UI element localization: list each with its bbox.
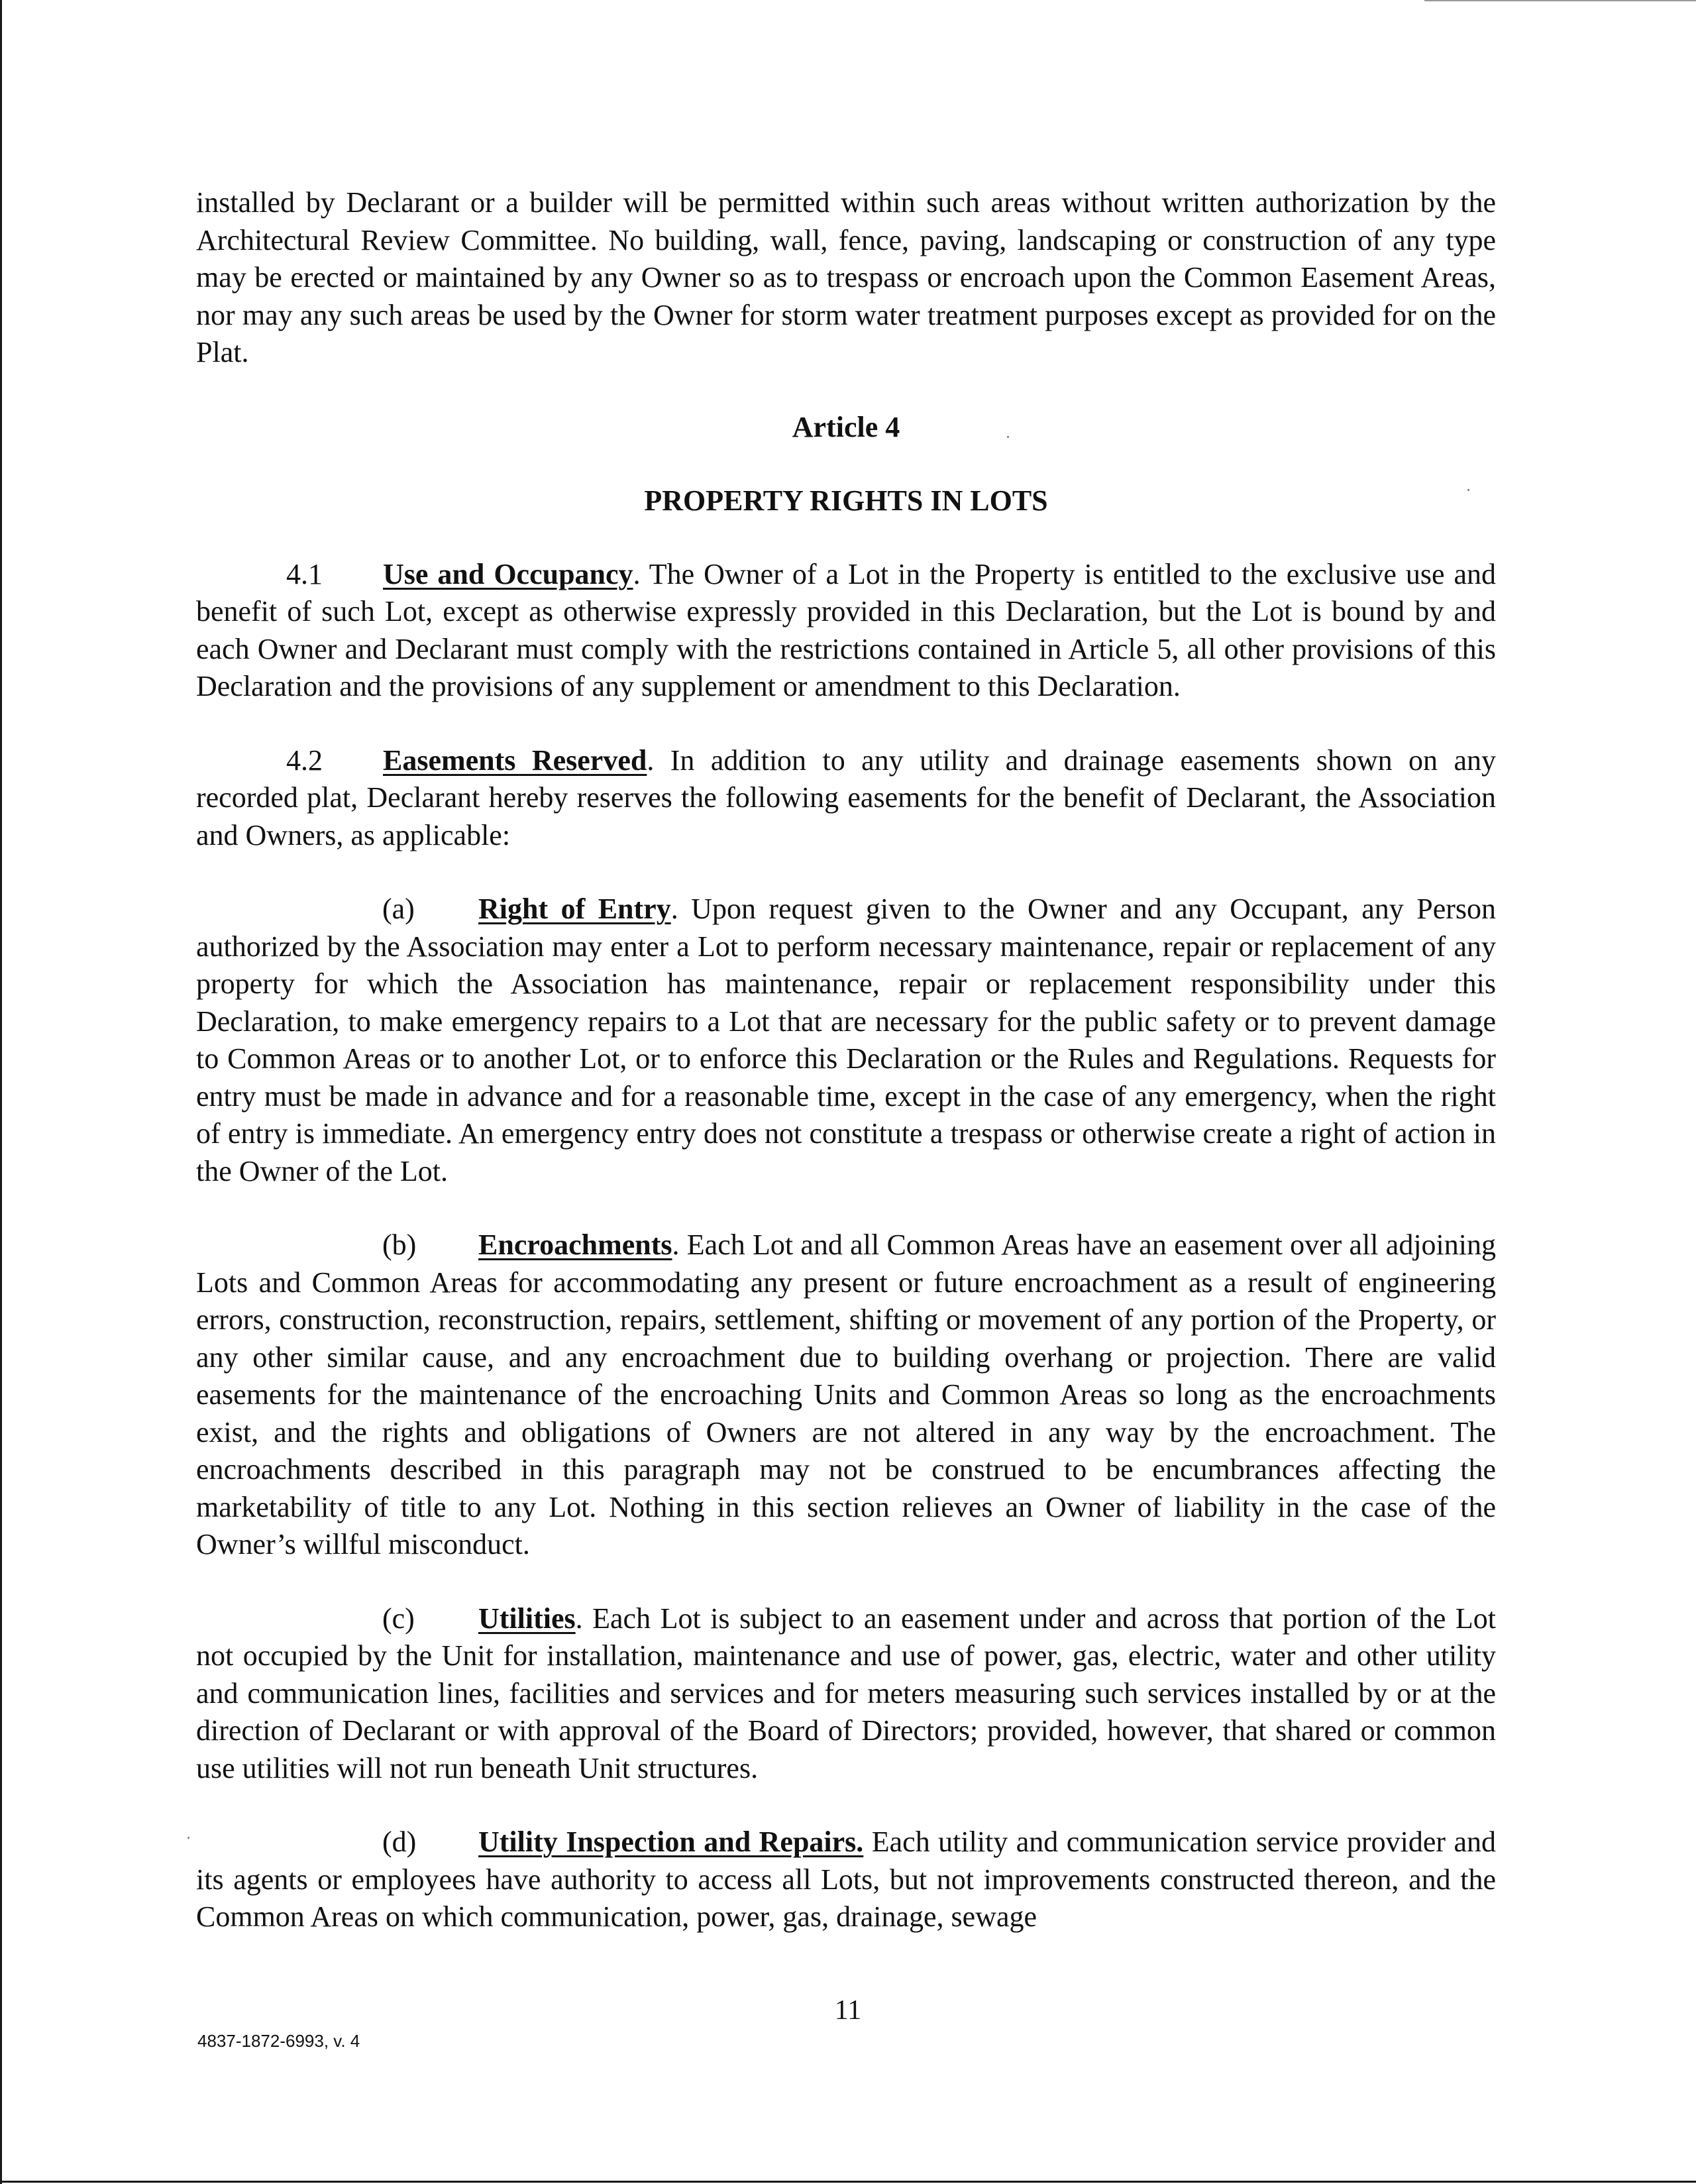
section-4-2 bbox=[196, 742, 1496, 855]
section-title: Easements Reserved bbox=[383, 743, 647, 777]
article-heading: Article 4 bbox=[792, 410, 900, 443]
section-body: . In addition to any utility and drainage easements shown on any recorded plat, Declarant hereby reserves the following easements for the benefit of Declarant, the Association and Owners, as applicable: bbox=[196, 743, 1496, 851]
subsection-body: . Each Lot is subject to an easement under and across that portion of the Lot not occupied by the Unit for installation, maintenance and use of power, gas, electric, water and other utility and communication lines, facilities and services and for meters measuring such services installed by or at the direction of Declarant or with approval of the Board of Directors; provided, however, that shared or common use utilities will not run beneath Unit structures. bbox=[196, 1602, 1496, 1784]
subsection-body: Each utility and communication service provider and its agents or employees have authority to access all Lots, but not improvements constructed thereon, and the Common Areas on which communication, power, gas, drainage, sewage bbox=[196, 1826, 1496, 1933]
subsection-b bbox=[196, 1227, 1496, 1564]
section-body: . The Owner of a Lot in the Property is entitled to the exclusive use and benefit of such Lot, except as otherwise expressly provided in this Declaration, but the Lot is bound by and each Owner and Declarant must comply with the restrictions contained in Article 5, all other provisions of this Declaration and the provisions of any supplement or amendment to this Declaration. bbox=[196, 557, 1497, 702]
subsection-body: . Upon request given to the Owner and any Occupant, any Person authorized by the Association may enter a Lot to perform necessary maintenance, repair or replacement of any property for which the Association has maintenance, repair or replacement responsibility under this Declaration, to make emergency repairs to a Lot that are necessary for the public safety or to prevent damage to Common Areas or to another Lot, or to enforce this Declaration or the Rules and Regulations. Requests for entry must be made in advance and for a reasonable time, except in the case of any emergency, when the right of entry is immediate. An emergency entry does not constitute a trespass or otherwise create a right of action in the Owner of the Lot. bbox=[196, 893, 1497, 1187]
subsection-title: Encroachments bbox=[478, 1228, 672, 1261]
subsection-label: (d) bbox=[382, 1826, 417, 1858]
scan-speck bbox=[187, 1837, 189, 1839]
subsection-title: Right of Entry bbox=[478, 893, 671, 925]
section-title: Use and Occupancy bbox=[383, 557, 633, 590]
subsection-title: Utilities bbox=[478, 1602, 576, 1635]
subsection-body: . Each Lot and all Common Areas have an easement over all adjoining Lots and Common Areas for accommodating any present or future encroachment as a result of engineering errors, construction, reconstruction, repairs, settlement, shifting or movement of any portion of the Property, or any other similar cause, and any encroachment due to building overhang or projection. There are valid easements for the maintenance of the encroaching Units and Common Areas so long as the encroachments exist, and the rights and obligations of Owners are not altered in any way by the encroachment. The encroachments described in this paragraph may not be construed to be encumbrances affecting the marketability of title to any Lot. Nothing in this section relieves an Owner of liability in the case of the Owner’s willful misconduct. bbox=[196, 1228, 1496, 1560]
document-id: 4837-1872-6993, v. 4 bbox=[197, 2031, 360, 2051]
subsection-label: (b) bbox=[382, 1228, 417, 1261]
section-number: 4.2 bbox=[286, 743, 323, 777]
intro-paragraph: installed by Declarant or a builder will be permitted within such areas without written authorization by the Architectural Review Committee. No building, wall, fence, paving, landscaping or construction of any type may be erected or maintained by any Owner so as to trespass or encroach upon the Common Easement Areas, nor may any such areas be used by the Owner for storm water treatment purposes except as provided for on the Plat. bbox=[196, 186, 1496, 368]
subsection-d bbox=[196, 1824, 1496, 1936]
page-number: 11 bbox=[834, 1995, 862, 2026]
scan-edge-top bbox=[1424, 0, 1696, 1]
subsection-c bbox=[196, 1600, 1496, 1788]
section-4-1 bbox=[196, 556, 1496, 706]
subsection-label: (a) bbox=[382, 893, 415, 925]
subsection-title: Utility Inspection and Repairs. bbox=[478, 1826, 864, 1858]
document-body bbox=[196, 184, 1496, 1936]
section-number: 4.1 bbox=[286, 557, 323, 590]
subsection-a bbox=[196, 891, 1496, 1190]
scan-edge-left bbox=[0, 0, 2, 2184]
subsection-label: (c) bbox=[382, 1602, 415, 1635]
article-title: PROPERTY RIGHTS IN LOTS bbox=[644, 484, 1048, 517]
scan-edge-bottom bbox=[0, 2181, 1696, 2183]
